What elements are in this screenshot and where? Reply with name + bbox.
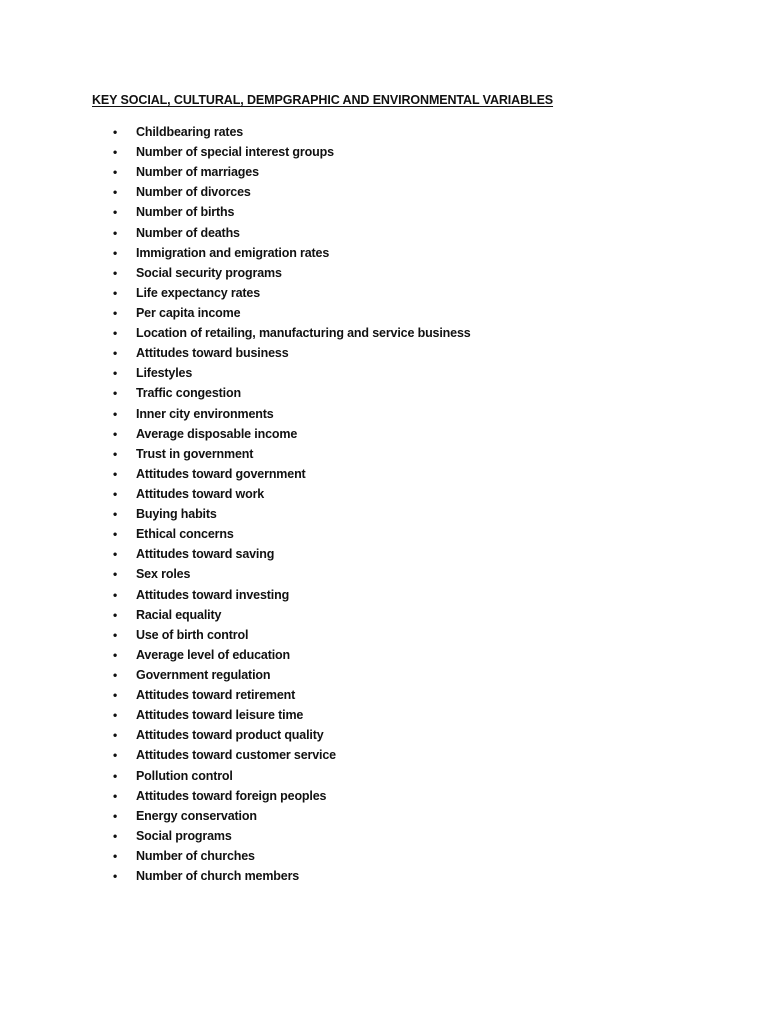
- list-item-label: Number of churches: [136, 848, 255, 863]
- list-item-label: Attitudes toward government: [136, 466, 306, 481]
- list-item-label: Childbearing rates: [136, 125, 244, 139]
- list-item-label: Number of church members: [136, 869, 300, 884]
- bullet-icon: •: [113, 507, 118, 522]
- list-item-label: Attitudes toward investing: [136, 587, 290, 602]
- bullet-icon: •: [113, 848, 118, 863]
- bullet-icon: •: [113, 346, 118, 361]
- bullet-icon: •: [113, 305, 118, 320]
- bullet-icon: •: [113, 647, 118, 662]
- list-item-label: Attitudes toward product quality: [136, 728, 324, 743]
- list-item-label: Attitudes toward foreign peoples: [136, 788, 327, 803]
- list-item-label: Attitudes toward retirement: [136, 688, 296, 703]
- bullet-icon: •: [113, 165, 118, 180]
- bullet-icon: •: [113, 245, 118, 260]
- list-item-label: Sex roles: [136, 567, 191, 582]
- bullet-icon: •: [113, 567, 118, 582]
- bullet-icon: •: [113, 527, 118, 542]
- bullet-icon: •: [113, 466, 118, 481]
- list-item-label: Social programs: [136, 828, 232, 843]
- list-item-label: Lifestyles: [136, 366, 193, 381]
- bullet-icon: •: [113, 788, 118, 803]
- bullet-icon: •: [113, 808, 118, 823]
- list-item-label: Number of special interest groups: [136, 145, 334, 160]
- bullet-icon: •: [113, 869, 118, 884]
- list-item-label: Attitudes toward saving: [136, 547, 275, 562]
- list-item-label: Government regulation: [136, 667, 271, 682]
- bullet-icon: •: [113, 708, 118, 723]
- list-item-label: Ethical concerns: [136, 527, 234, 542]
- bullet-icon: •: [113, 326, 118, 341]
- bullet-icon: •: [113, 205, 118, 220]
- bullet-icon: •: [113, 728, 118, 743]
- list-item-label: Number of births: [136, 205, 235, 220]
- list-item-label: Use of birth control: [136, 627, 249, 642]
- bullet-icon: •: [113, 426, 118, 441]
- bullet-icon: •: [113, 587, 118, 602]
- list-item-label: Attitudes toward work: [136, 486, 265, 501]
- list-item-label: Traffic congestion: [136, 386, 241, 401]
- bullet-icon: •: [113, 185, 118, 200]
- list-item-label: Trust in government: [136, 446, 254, 461]
- bullet-icon: •: [113, 627, 118, 642]
- list-item-label: Average level of education: [136, 647, 291, 662]
- list-item-label: Number of marriages: [136, 165, 259, 180]
- bullet-icon: •: [113, 748, 118, 763]
- list-item-label: Buying habits: [136, 507, 217, 522]
- bullet-icon: •: [113, 688, 118, 703]
- bullet-icon: •: [113, 406, 118, 421]
- bullet-icon: •: [113, 486, 118, 501]
- list-item-label: Attitudes toward leisure time: [136, 708, 304, 723]
- list-item-label: Inner city environments: [136, 406, 274, 421]
- bullet-icon: •: [113, 667, 118, 682]
- bullet-icon: •: [113, 285, 118, 300]
- bullet-icon: •: [113, 547, 118, 562]
- bullet-icon: •: [113, 828, 118, 843]
- bullet-icon: •: [113, 265, 118, 280]
- list-item-label: Attitudes toward customer service: [136, 748, 336, 763]
- list-item-label: Location of retailing, manufacturing and service business: [136, 326, 471, 341]
- list-item-label: Per capita income: [136, 305, 241, 320]
- list-item-label: Pollution control: [136, 768, 233, 783]
- bullet-icon: •: [113, 145, 118, 160]
- bullet-icon: •: [113, 225, 118, 240]
- list-item-label: Attitudes toward business: [136, 346, 289, 361]
- list-item-label: Life expectancy rates: [136, 285, 260, 300]
- bullet-icon: •: [113, 366, 118, 381]
- bullet-icon: •: [113, 607, 118, 622]
- bullet-icon: •: [113, 768, 118, 783]
- list-item-label: Social security programs: [136, 265, 282, 280]
- list-item-label: Average disposable income: [136, 426, 298, 441]
- list-item-label: Number of deaths: [136, 225, 240, 240]
- list-item-label: Racial equality: [136, 607, 222, 622]
- list-item-label: Immigration and emigration rates: [136, 245, 330, 260]
- document-heading: KEY SOCIAL, CULTURAL, DEMPGRAPHIC AND ENVIRONMENTAL VARIABLES: [92, 93, 554, 107]
- bullet-icon: •: [113, 446, 118, 461]
- list-item-label: Number of divorces: [136, 185, 251, 200]
- bullet-icon: •: [113, 386, 118, 401]
- list-item-label: Energy conservation: [136, 808, 257, 823]
- bullet-icon: •: [113, 125, 118, 139]
